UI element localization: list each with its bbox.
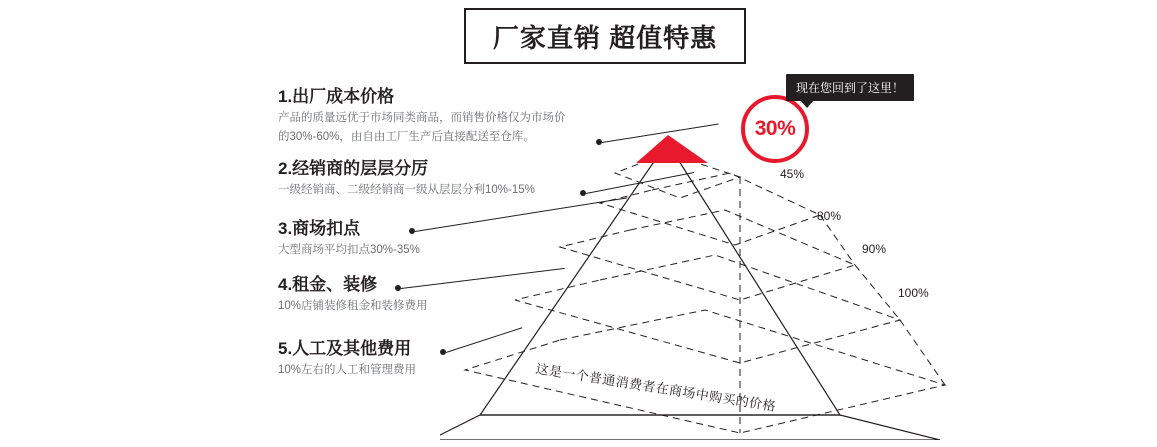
list-item-5-desc [278,361,416,379]
percent-label-100: 100% [898,286,929,300]
pyramid-base [440,415,940,440]
red-arrow-marker [636,135,708,163]
bottom-caption: 这是一个普通消费者在商场中购买的价格 [534,361,778,414]
discount-badge-label: 30% [754,117,796,140]
list-item-5 [278,338,416,380]
list-item-3-heading: 3.商场扣点 [278,219,361,238]
list-item-4-heading: 4.租金、装修 [278,275,378,294]
percent-label-45: 45% [780,167,805,181]
list-item-2-desc-line-1: 一级经销商、二级经销商一级从层层分利10%-15% [278,184,535,197]
list-item-3-desc [278,241,420,259]
list-item-5-heading: 5.人工及其他费用 [278,339,412,358]
list-item-3-desc-line-1: 大型商场平均扣点30%-35% [278,244,420,257]
list-item-2 [278,158,535,200]
page-title: 厂家直销 超值特惠 [492,22,718,53]
list-item-1-desc [278,109,566,146]
list-item-1-heading: 1.出厂成本价格 [278,87,395,106]
list-item-2-desc [278,181,535,199]
list-item-4 [278,274,428,316]
percent-label-80: 80% [817,209,842,223]
list-item-5-desc-line-1: 10%左右的人工和管理费用 [278,364,417,377]
list-item-1-desc-line-1: 产品的质量远优于市场同类商品，而销售价格仅为市场价 [278,112,566,125]
list-item-3 [278,218,420,260]
list-item-4-desc-line-1: 10%店铺装修租金和装修费用 [278,300,428,313]
current-position-callout: 现在您回到了这里！ [786,74,914,101]
percent-label-90: 90% [862,242,887,256]
list-item-1-desc-line-2: 的30%-60%，由自由工厂生产后直接配送至仓库。 [278,130,535,143]
list-item-4-desc [278,297,428,315]
discount-badge [741,95,809,163]
list-item-1 [278,86,566,146]
title-box [464,8,746,64]
list-item-2-heading: 2.经销商的层层分厉 [278,159,429,178]
